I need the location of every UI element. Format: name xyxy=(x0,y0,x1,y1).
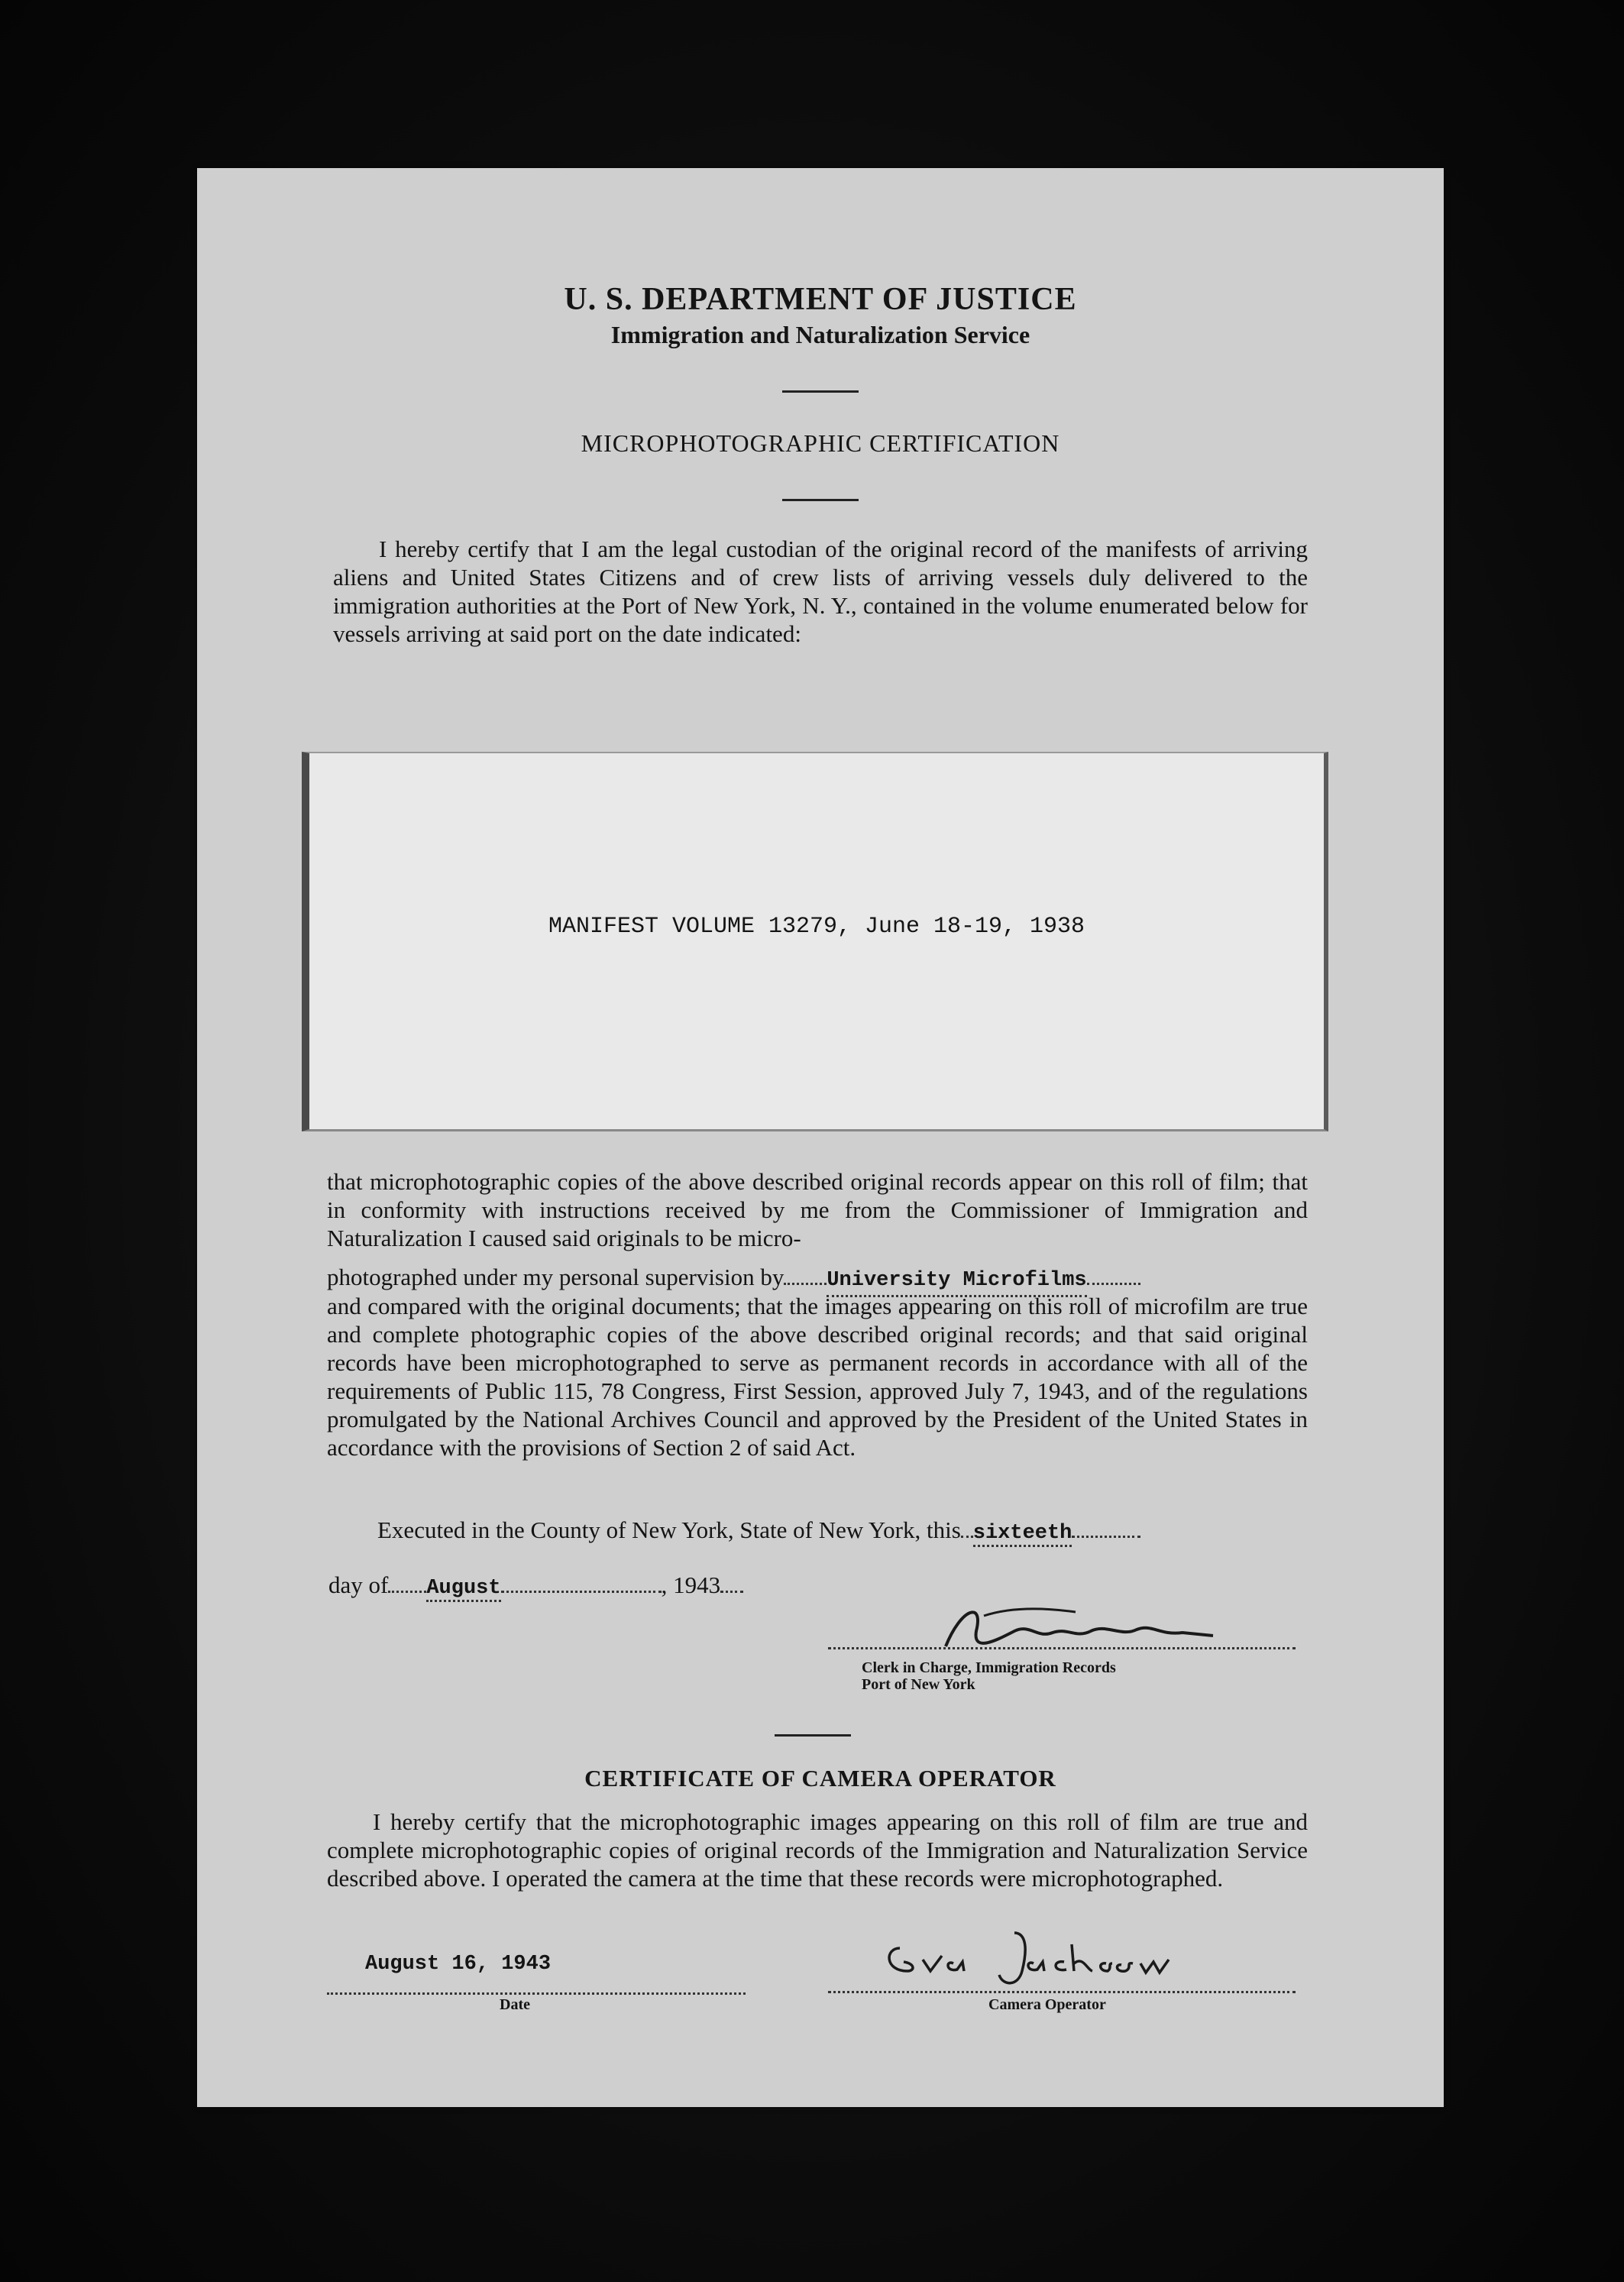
body-paragraph-2: and compared with the original documents; that the images appearing on this roll of microfilm are true and complete photographic copies of the above described original records; and that said original records have been microphotographed to serve as permanent records in accordance with all of the requirements of Public 115, 78 Congress, First Session, approved July 7, 1943, and of the regulations promulgated by the National Archives Council and approved by the President of the United States in accordance with the provisions of Section 2 of said Act. xyxy=(327,1293,1308,1461)
year-suffix: 3 xyxy=(708,1572,721,1598)
divider xyxy=(775,1734,851,1737)
divider xyxy=(782,499,859,501)
dotted-leader xyxy=(784,1283,827,1285)
day-of-label: day of xyxy=(328,1572,389,1598)
photographed-prefix: photographed under my personal supervision by xyxy=(327,1264,785,1290)
certificate-date: August 16, 1943 xyxy=(365,1953,552,1976)
clerk-caption xyxy=(862,1659,1116,1693)
dotted-leader xyxy=(388,1591,426,1593)
execution-month: August xyxy=(426,1577,500,1602)
camera-certificate-text: I hereby certify that the microphotographic images appearing on this roll of film are true and complete microphotographic copies of original records of the Immigration and Naturalization Service described above. I operated the camera at the time that these records were microphotographed. xyxy=(327,1808,1308,1892)
department-heading: U. S. DEPARTMENT OF JUSTICE xyxy=(564,282,1077,317)
dotted-leader xyxy=(501,1591,662,1593)
camera-operator-signature-line xyxy=(828,1991,1296,1993)
year-prefix: 194 xyxy=(673,1572,709,1598)
dotted-leader xyxy=(1087,1283,1140,1285)
divider xyxy=(782,390,859,393)
service-subheading: Immigration and Naturalization Service xyxy=(610,321,1030,348)
clerk-signature xyxy=(930,1585,1221,1669)
clerk-signature-line xyxy=(828,1647,1296,1649)
certification-title: MICROPHOTOGRAPHIC CERTIFICATION xyxy=(581,429,1060,457)
photographer-name: University Microfilms xyxy=(827,1267,1086,1297)
executed-prefix: Executed in the County of New York, State of New York, this xyxy=(377,1516,961,1543)
intro-paragraph: I hereby certify that I am the legal custodian of the original record of the manifests of arriving aliens and United States Citizens and of crew lists of arriving vessels duly delivered to the immigration authorities at the Port of New York, N. Y., contained in the volume enumerated below for vessels arriving at said port on the date indicated: xyxy=(333,536,1308,647)
dotted-leader xyxy=(961,1536,973,1538)
manifest-slip xyxy=(302,752,1328,1131)
manifest-volume-text: MANIFEST VOLUME 13279, June 18-19, 1938 xyxy=(548,914,1085,940)
execution-day: sixteeth xyxy=(973,1522,1072,1547)
clerk-title: Clerk in Charge, Immigration Records xyxy=(862,1659,1116,1676)
dotted-leader xyxy=(1072,1536,1140,1538)
dotted-leader xyxy=(720,1591,743,1593)
camera-certificate-title: CERTIFICATE OF CAMERA OPERATOR xyxy=(584,1765,1056,1792)
day-of-line: day of August , 1943 xyxy=(328,1572,863,1602)
clerk-place: Port of New York xyxy=(862,1676,975,1693)
executed-line xyxy=(377,1516,1309,1547)
camera-operator-signature xyxy=(869,1918,1190,2002)
body-paragraph-1: that microphotographic copies of the above described original records appear on this roll of film; that in conformity with instructions received by me from the Commissioner of Immigration and Naturalization I caused said originals to be micro- xyxy=(327,1168,1308,1251)
date-label: Date xyxy=(500,1996,530,2013)
camera-operator-label: Camera Operator xyxy=(988,1996,1106,2013)
certification-page xyxy=(197,168,1444,2107)
